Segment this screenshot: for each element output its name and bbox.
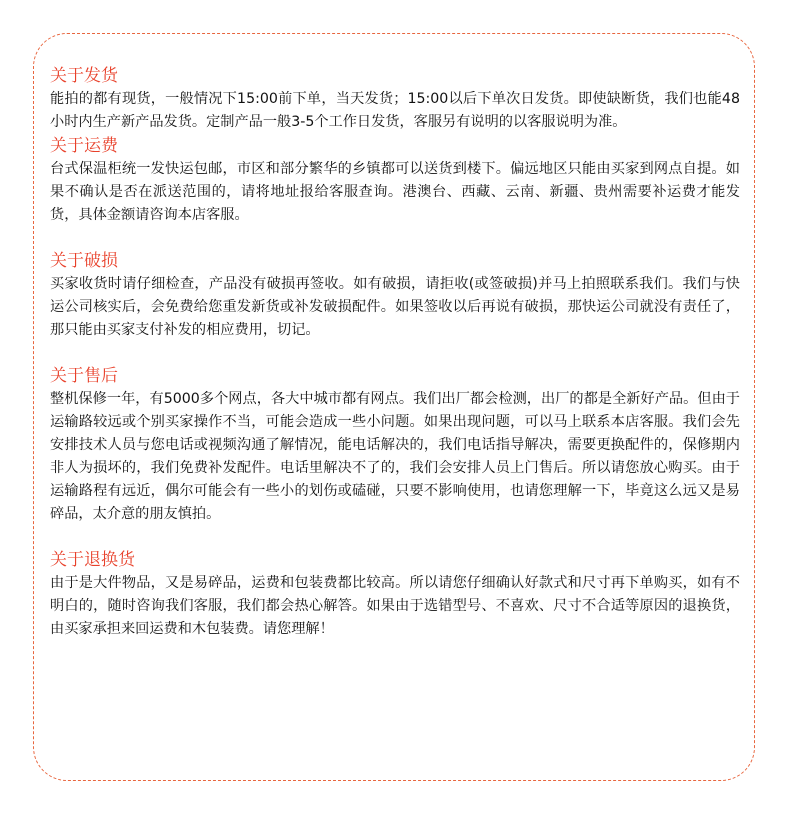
section-body: 台式保温柜统一发快运包邮，市区和部分繁华的乡镇都可以送货到楼下。偏远地区只能由买家到网点自提。如果不确认是否在派送范围的，请将地址报给客服查询。港澳台、西藏、云南、新疆、贵州需要补运费才能发货，具体金额请咨询本店客服。 bbox=[50, 161, 740, 223]
section-body: 整机保修一年，有5000多个网点，各大中城市都有网点。我们出厂都会检测，出厂的都是全新好产品。但由于运输路较远或个别买家操作不当，可能会造成一些小问题。如果出现问题，可以马上联系本店客服。我们会先安排技术人员与您电话或视频沟通了解情况，能电话解决的，我们电话指导解决，需要更换配件的，保修期内非人为损坏的，我们免费补发配件。电话里解决不了的，我们会安排人员上门售后。所以请您放心购买。由于运输路程有远近，偶尔可能会有一些小的划伤或磕碰，只要不影响使用，也请您理解一下，毕竟这么远又是易碎品，太介意的朋友慎拍。 bbox=[50, 391, 740, 522]
notice-content bbox=[50, 64, 740, 641]
section-title: 关于破损 bbox=[50, 251, 118, 271]
section-returns bbox=[50, 548, 740, 641]
section-title: 关于退换货 bbox=[50, 550, 135, 570]
section-title: 关于运费 bbox=[50, 136, 118, 156]
section-body: 买家收货时请仔细检查，产品没有破损再签收。如有破损，请拒收(或签破损)并马上拍照联系我们。我们与快运公司核实后，会免费给您重发新货或补发破损配件。如果签收以后再说有破损，那快运公司就没有责任了，那只能由买家支付补发的相应费用，切记。 bbox=[50, 276, 740, 338]
section-damage bbox=[50, 249, 740, 342]
section-title: 关于售后 bbox=[50, 366, 118, 386]
section-body: 能拍的都有现货，一般情况下15:00前下单，当天发货；15:00以后下单次日发货。即使缺断货，我们也能48小时内生产新产品发货。定制产品一般3-5个工作日发货，客服另有说明的以客服说明为准。 bbox=[50, 91, 740, 130]
section-freight bbox=[50, 134, 740, 227]
section-shipping bbox=[50, 64, 740, 134]
section-after-sales bbox=[50, 364, 740, 526]
section-body: 由于是大件物品，又是易碎品，运费和包装费都比较高。所以请您仔细确认好款式和尺寸再下单购买，如有不明白的，随时咨询我们客服，我们都会热心解答。如果由于选错型号、不喜欢、尺寸不合适等原因的退换货，由买家承担来回运费和木包装费。请您理解！ bbox=[50, 575, 740, 637]
section-title: 关于发货 bbox=[50, 66, 118, 86]
